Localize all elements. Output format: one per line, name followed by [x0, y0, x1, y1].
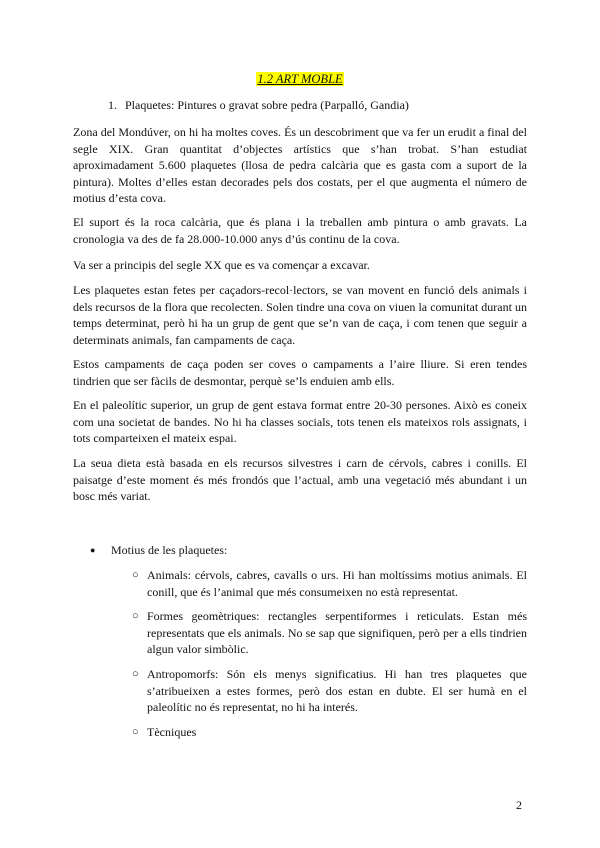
bullet-text: Motius de les plaquetes: — [111, 543, 228, 557]
page-number: 2 — [516, 798, 522, 812]
sub-bullet-text: Tècniques — [147, 725, 197, 739]
sub-bullet-item — [132, 608, 527, 658]
sub-bullet-marker: ○ — [132, 610, 139, 622]
section-title — [0, 72, 600, 87]
sub-bullet-marker: ○ — [132, 726, 139, 738]
sub-bullet-text: Formes geomètriques: rectangles serpentiformes i reticulats. Estan més representats que els animals. No se sap que signifiquen, però per a ells tindrien algun valor simbòlic. — [147, 609, 527, 657]
bullet-marker: ● — [90, 545, 96, 555]
paragraph: La seua dieta està basada en els recursos silvestres i carn de cérvols, cabres i conills. El paisatge d’este moment és més frondós que l’actual, amb una vegetació més abundant i un bosc més variat. — [73, 456, 527, 504]
sub-bullet-item — [132, 724, 527, 741]
paragraph: Va ser a principis del segle XX que es va començar a excavar. — [73, 258, 370, 272]
section-title-text: 1.2 ART MOBLE — [257, 72, 343, 86]
numbered-item — [108, 98, 409, 113]
sub-bullet-marker: ○ — [132, 569, 139, 581]
sub-bullet-item — [132, 567, 527, 600]
numbered-item-text: Plaquetes: Pintures o gravat sobre pedra (Parpalló, Gandia) — [125, 98, 409, 112]
paragraph: El suport és la roca calcària, que és plana i la treballen amb pintura o amb gravats. La cronologia va des de fa 28.000-10.000 anys d’ús continu de la cova. — [73, 215, 527, 246]
paragraph: En el paleolític superior, un grup de gent estava format entre 20-30 persones. Això es coneix com una societat de bandes. No hi ha classes socials, tots tenen els mateixos rols assignats, i tots comparteixen el mateix espai. — [73, 398, 527, 446]
paragraph: Les plaquetes estan fetes per caçadors-recol·lectors, se van movent en funció dels animals i dels recursos de la flora que recolecten. Solen tindre una cova on viuen la comunitat durant un temps determinat, però hi ha un grup de gent que se’n van de caça, i com tenen que seguir a determinats animals, fan campaments de caça. — [73, 283, 527, 347]
sub-bullet-text: Antropomorfs: Són els menys significatius. Hi han tres plaquetes que s’atribueixen a estes formes, però dos estan en dubte. El ser humà en el paleolític no és representat, no hi ha interés. — [147, 667, 527, 715]
numbered-item-number: 1. — [108, 98, 117, 112]
paragraph: Zona del Mondúver, on hi ha moltes coves. És un descobriment que va fer un erudit a final del segle XIX. Gran quantitat d’objectes artístics que s’han trobat. S’han estudiat aproximadament 5.600 plaquetes (llosa de pedra calcària que es gasta com a suport de la pintura). Moltes d’elles estan decorades pels dos costats, per el que augmenta el número de motius d’esta cova. — [73, 125, 527, 206]
paragraph: Estos campaments de caça poden ser coves o campaments a l’aire lliure. Si eren tendes tindrien que ser fàcils de desmontar, perquè se’ls enduien amb ells. — [73, 357, 527, 388]
sub-bullet-item — [132, 666, 527, 716]
sub-bullet-text: Animals: cérvols, cabres, cavalls o urs. Hi han moltíssims motius animals. El conill, que és l’animal que més consumeixen no està representat. — [147, 568, 527, 599]
sub-bullet-marker: ○ — [132, 668, 139, 680]
bullet-item — [90, 542, 227, 559]
